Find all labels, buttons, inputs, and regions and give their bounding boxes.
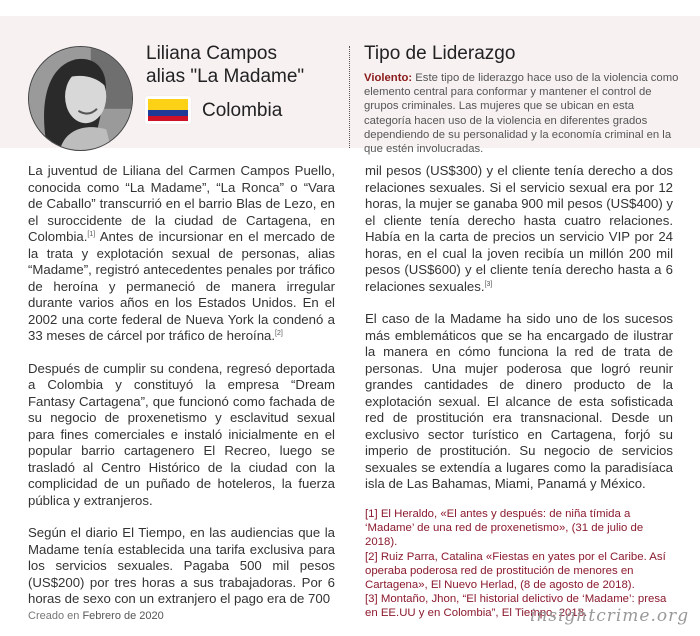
footnote-ref-1[interactable]: [1] bbox=[87, 231, 96, 238]
name-line-1: Liliana Campos bbox=[146, 43, 277, 64]
created-date bbox=[28, 610, 164, 622]
paragraph-1 bbox=[28, 163, 335, 345]
article-column-right bbox=[365, 163, 673, 509]
reference-item: [3] Montaño, Jhon, “El historial delictivo de ‘Madame’: presa en EE.UU y en Colombia”, El Tiempo, 2018. bbox=[365, 593, 667, 620]
reference-item: [1] El Heraldo, «El antes y después: de niña tímida a ‘Madame’ de una red de proxenetismo», (31 de julio de 2018). bbox=[365, 508, 644, 549]
country-label: Colombia bbox=[202, 100, 283, 121]
dotted-divider bbox=[349, 46, 350, 148]
footnote-ref-3[interactable]: [3] bbox=[484, 280, 493, 288]
leadership-title: Tipo de Liderazgo bbox=[364, 43, 516, 64]
paragraph-text: Antes de incursionar en el mercado de la trata y explotación sexual de personas, alias “Madame”, registró antecedentes penales por tráfico de heroína y permaneció de manera irregular durante varios años en los Estados Unidos. En el 2002 una corte federal de Nueva York la condenó a 33 meses de cárcel por tráfico de heroína. bbox=[28, 229, 335, 343]
paragraph-2: Después de cumplir su condena, regresó deportada a Colombia y constituyó la empresa “Dream Fantasy Cartagena”, que funcionó como fachada de su negocio de proxenetismo y esclavitud sexual para fines comerciales e instaló inicialmente en el popular barrio cartagenero El Recreo, luego se trasladó al Centro Histórico de la ciudad con la complicidad de un puñado de hoteleros, la fuerza pública y extranjeros. bbox=[28, 360, 335, 508]
references-list bbox=[365, 507, 675, 621]
paragraph-5: El caso de la Madame ha sido uno de los sucesos más emblemáticos que se ha encargado de ilustrar la manera en cómo funciona la red de trata de personas. Una mujer poderosa que logró reunir grandes cantidades de dinero producto de la explotación sexual. El alcance de esta sofisticada red de prostitución era transnacional. Desde un exclusivo sector turístico en Cartagena, forjó su imperio de prostitución. Su negocio de servicios sexuales se extendía a lugares como la paradisíaca isla de Las Bahamas, Miami, Panamá y México. bbox=[365, 311, 673, 491]
created-label: Creado en bbox=[28, 610, 80, 622]
flag-stripe-red bbox=[148, 116, 188, 121]
name-alias: alias "La Madame" bbox=[146, 66, 305, 87]
reference-item: [2] Ruiz Parra, Catalina «Fiestas en yates por el Caribe. Así operaba poderosa red de prostitución de menores en Cartagena», El Nuevo Herlad, (8 de agosto de 2018). bbox=[365, 550, 666, 592]
paragraph-3: Según el diario El Tiempo, en las audiencias que la Madame tenía establecida una tarifa exclusiva para los servicios sexuales. Pagaba 500 mil pesos (US$200) por tres horas a sus trabajadoras. Por 6 horas de sexo con un extranjero el pago era de 700 bbox=[28, 525, 335, 606]
profile-header bbox=[0, 16, 700, 156]
flag-stripe-yellow bbox=[148, 99, 188, 110]
article-column-left bbox=[28, 163, 335, 624]
paragraph-text: mil pesos (US$300) y el cliente tenía derecho a dos relaciones sexuales. Si el servicio sexual era por 12 horas, la mujer se ganaba 900 mil pesos (US$400) y el cliente tenía derecho hasta cuatro relaciones. Había en la carta de precios un servicio VIP por 24 horas, en el cual la joven recibía un millón 200 mil pesos (US$600) y el cliente tenía derecho hasta a 6 relaciones sexuales. bbox=[365, 163, 673, 294]
created-date-value: Febrero de 2020 bbox=[82, 610, 164, 622]
colombia-flag-icon bbox=[145, 96, 191, 124]
leadership-keyword: Violento: bbox=[364, 72, 413, 84]
leadership-text: Este tipo de liderazgo hace uso de la violencia como elemento central para conformar y mantener el control de grupos criminales. Las mujeres que se ubican en esta categoría hacen uso de la violencia en diferentes grados dependiendo de su personalidad y la economía criminal en la que estén involucradas. bbox=[364, 72, 679, 156]
paragraph-4 bbox=[365, 163, 673, 295]
paragraph-text: La juventud de Liliana del Carmen Campos Puello, conocida como “La Madame”, “La Ronca” o “Vara de Caballo” transcurrió en el barrio Blas de Lezo, en el suroccidente de la ciudad de Cartagena, en Colombia. bbox=[28, 163, 335, 244]
leadership-description bbox=[364, 71, 682, 156]
profile-photo bbox=[28, 46, 133, 151]
site-logo[interactable]: insightcrime.org bbox=[530, 606, 690, 626]
portrait-image bbox=[29, 47, 132, 150]
footnote-ref-2[interactable]: [2] bbox=[275, 330, 283, 337]
profile-name bbox=[146, 42, 304, 88]
